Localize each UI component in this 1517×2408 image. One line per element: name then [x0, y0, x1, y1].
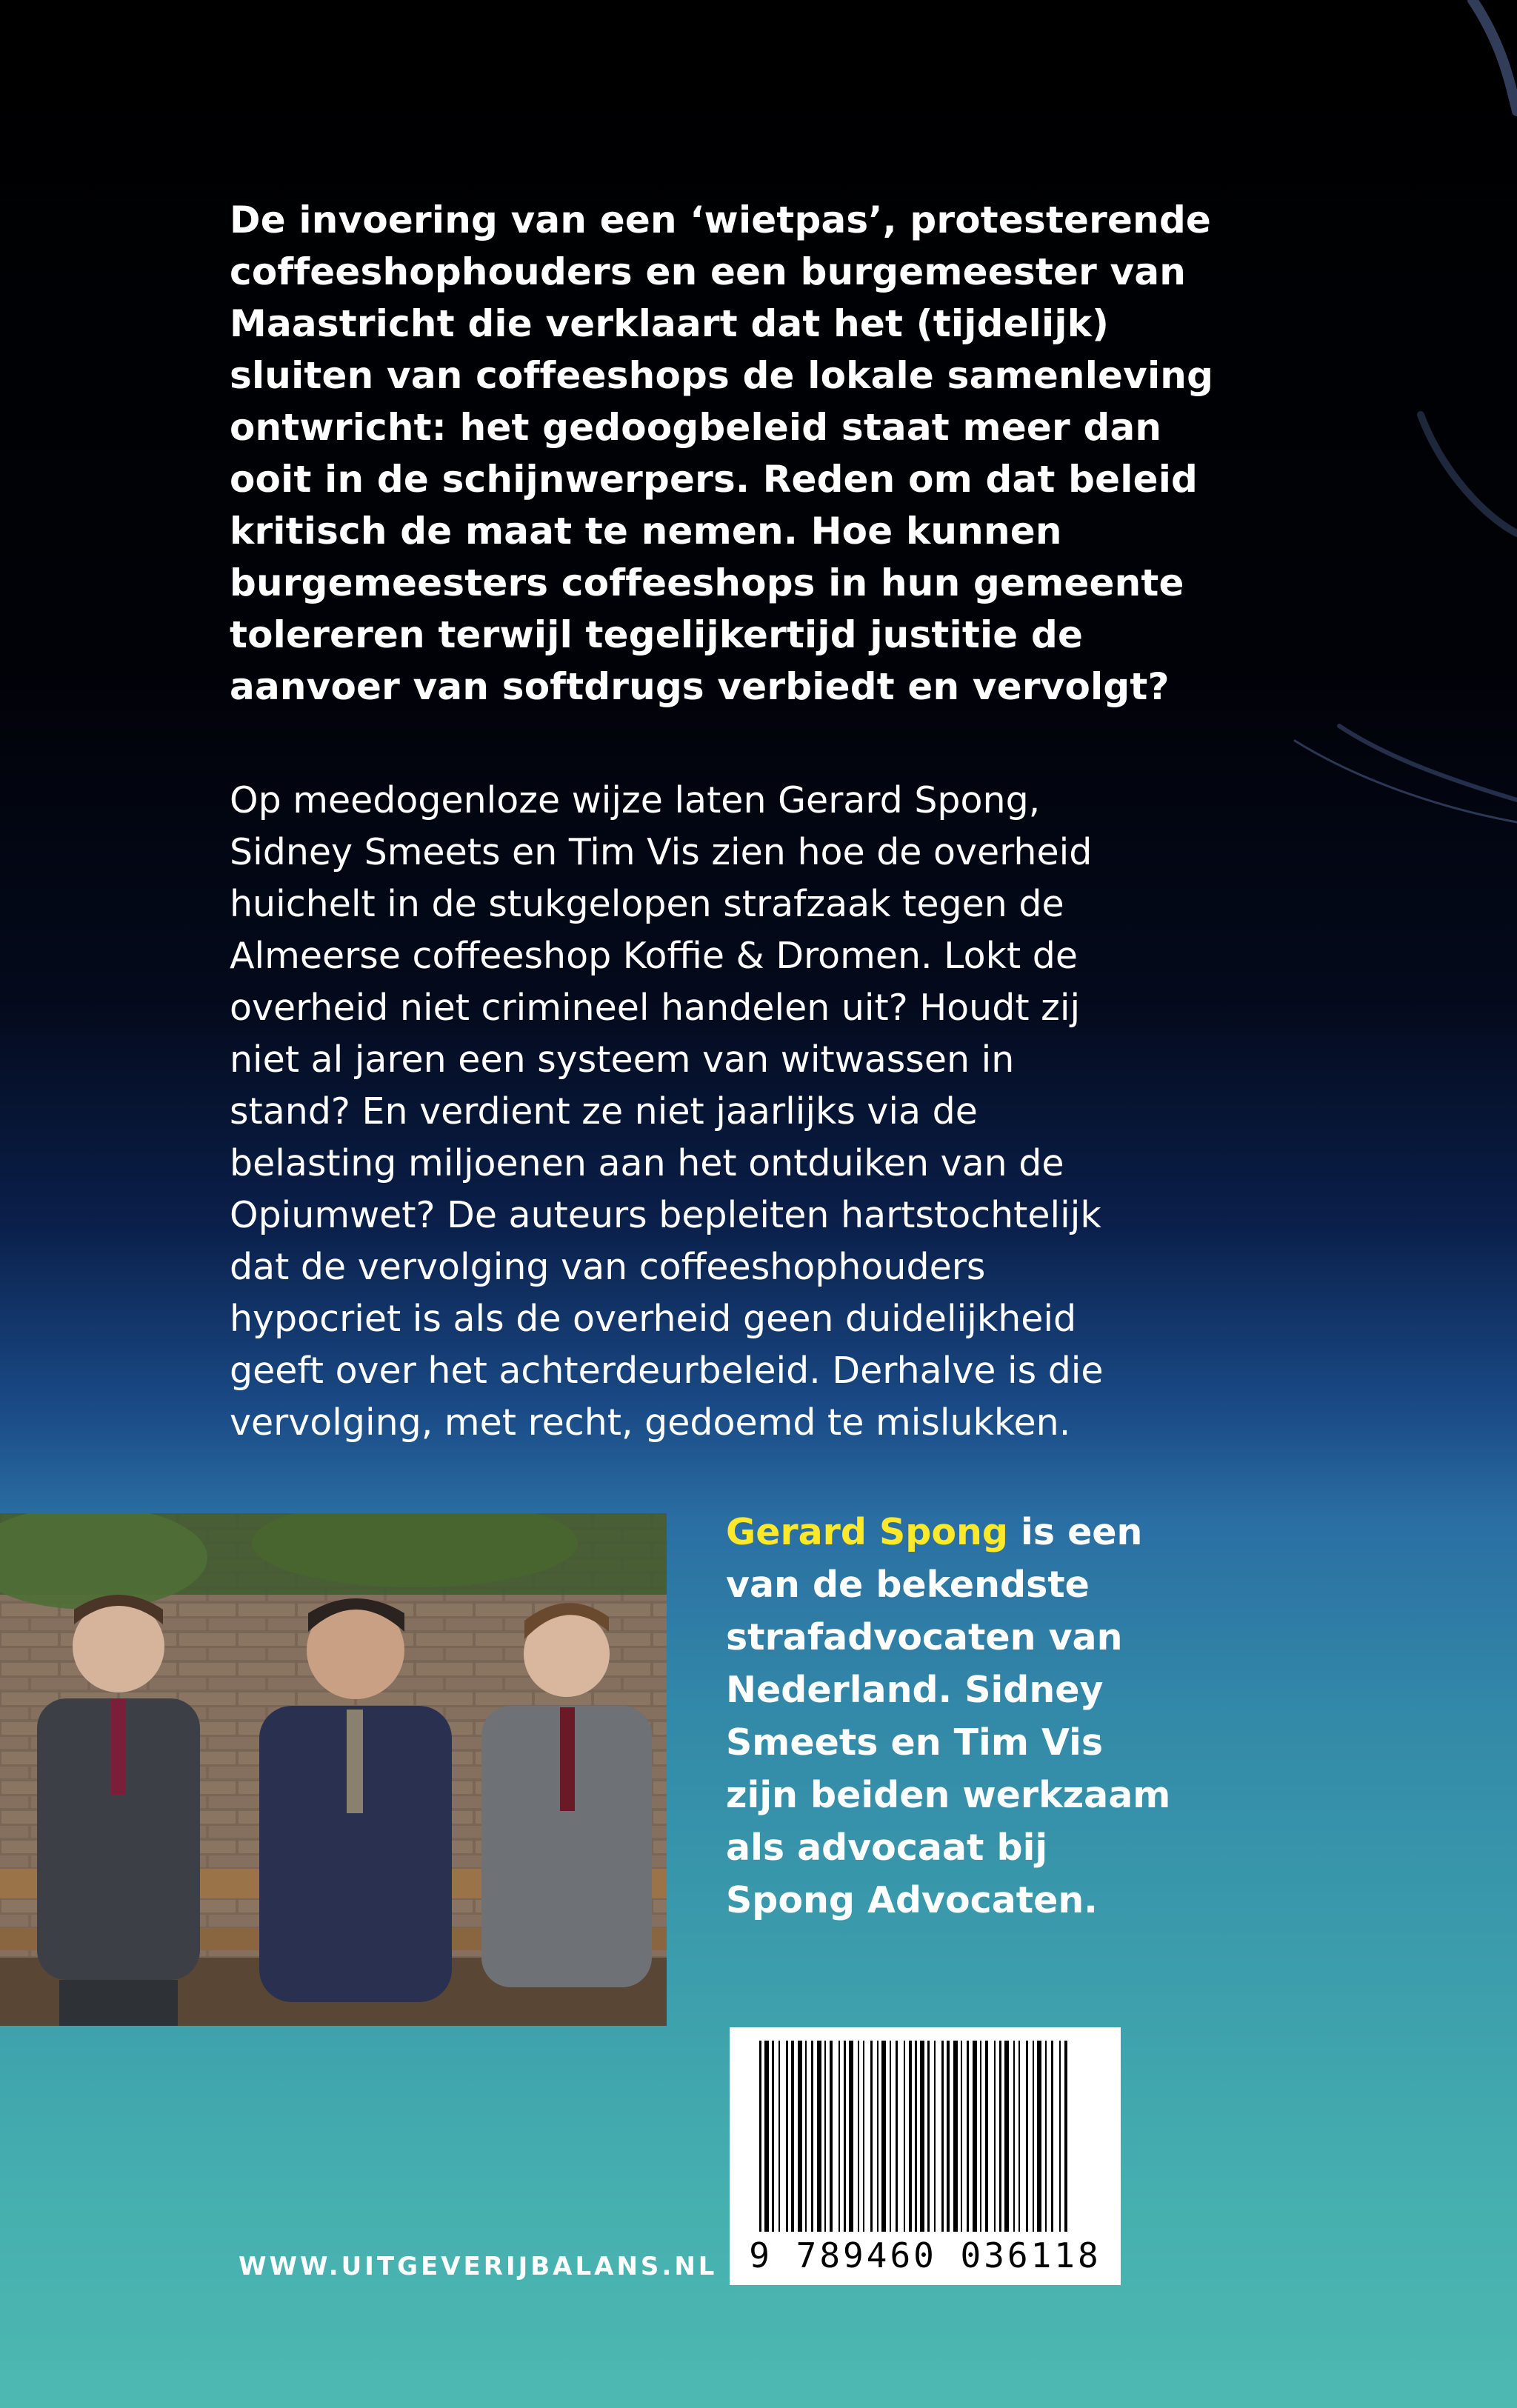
author-bio-text: is een van de bekendste strafadvocaten van Nederland. Sidney Smeets en Tim Vis zijn beiden werkzaam als advocaat bij Spong Advocaten. [726, 1511, 1171, 1921]
author-photo [0, 1513, 667, 2026]
body-paragraph: Op meedogenloze wijze laten Gerard Spong, Sidney Smeets en Tim Vis zien hoe de overheid huichelt in de stukgelopen strafzaak tegen de Almeerse coffeeshop Koffie & Dromen. Lokt de overheid niet crimineel handelen uit? Houdt zij niet al jaren een systeem van witwassen in stand? En verdient ze niet jaarlijks via de belasting miljoenen aan het ontduiken van de Opiumwet? De auteurs bepleiten hartstochtelijk dat de vervolging van coffeeshophouders hypocriet is als de overheid geen duidelijkheid geeft over het achterdeurbeleid. Derhalve is die vervolging, met recht, gedoemd te mislukken. [230, 779, 1104, 1444]
publisher-website: WWW.UITGEVERIJBALANS.NL [239, 2252, 718, 2281]
isbn-number: 9 789460 036118 [749, 2235, 1101, 2275]
barcode [730, 2027, 1121, 2285]
author-name: Gerard Spong [726, 1511, 1008, 1553]
lead-paragraph: De invoering van een ‘wietpas’, protesterende coffeeshophouders en een burgemeester van Maastricht die verklaart dat het (tijdelijk) sluiten van coffeeshops de lokale samenleving ontwricht: het gedoogbeleid staat meer dan ooit in de schijnwerpers. Reden om dat beleid kritisch de maat te nemen. Hoe kunnen burgemeesters coffeeshops in hun gemeente tolereren terwijl tegelijkertijd justitie de aanvoer van softdrugs verbiedt en vervolgt? [230, 199, 1214, 708]
author-bio [726, 1506, 1467, 1927]
smoke-decoration [1250, 0, 1517, 889]
